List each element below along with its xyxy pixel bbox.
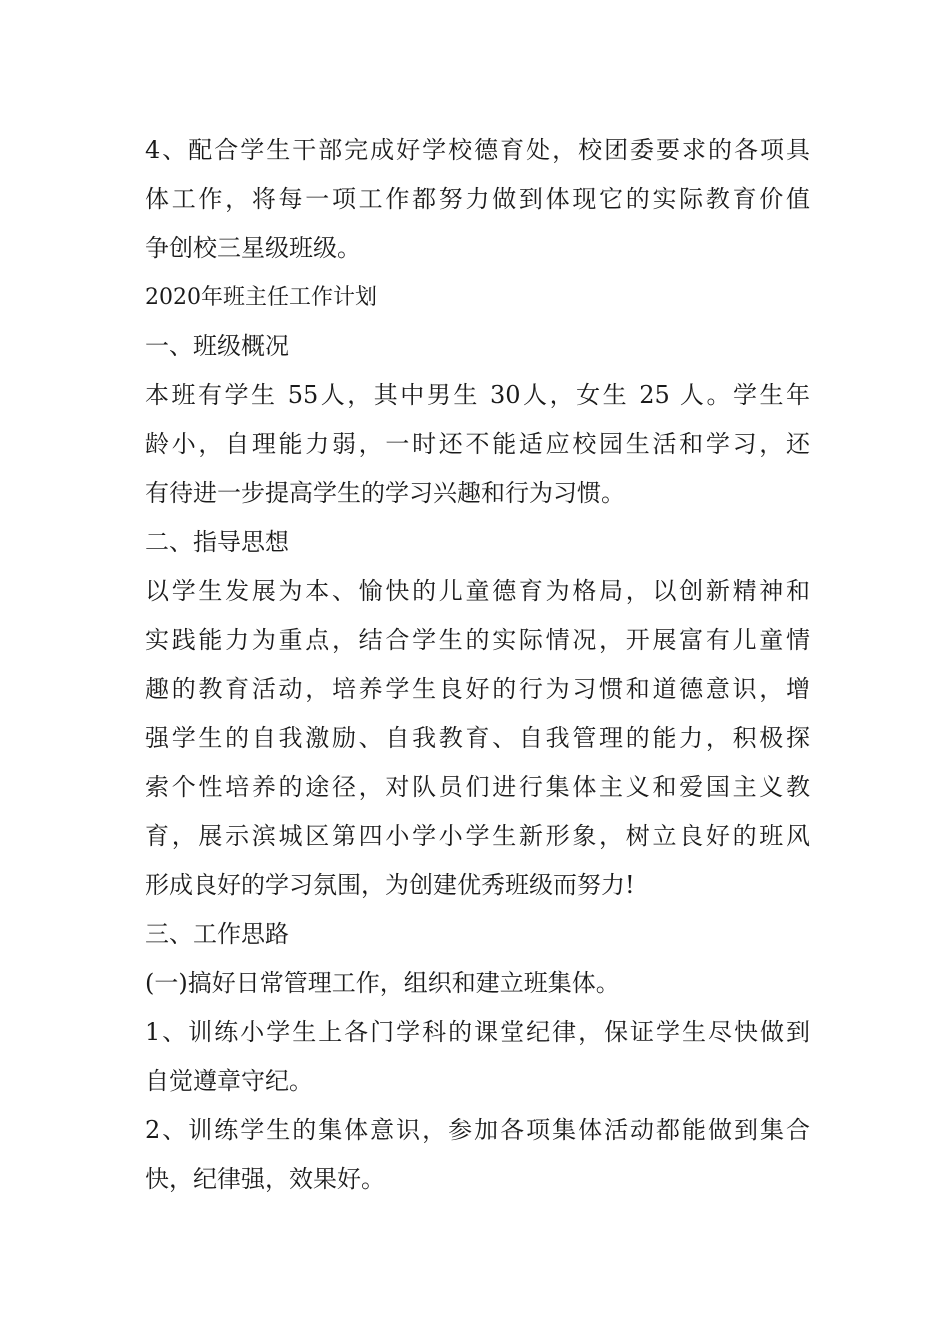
subsection-heading: (一)搞好日常管理工作，组织和建立班集体。 bbox=[145, 969, 620, 997]
paragraph-line: 争创校三星级班级。 bbox=[145, 234, 361, 262]
section-heading: 二、指导思想 bbox=[145, 528, 289, 556]
paragraph-line: 实践能力为重点，结合学生的实际情况，开展富有儿童情 bbox=[145, 626, 810, 654]
paragraph-line: 索个性培养的途径，对队员们进行集体主义和爱国主义教 bbox=[145, 773, 810, 801]
paragraph-line: 以学生发展为本、愉快的儿童德育为格局，以创新精神和 bbox=[145, 577, 810, 605]
paragraph-line: 体工作，将每一项工作都努力做到体现它的实际教育价值 bbox=[145, 185, 810, 213]
section-title: 2020年班主任工作计划 bbox=[145, 285, 377, 310]
paragraph-line: 形成良好的学习氛围，为创建优秀班级而努力! bbox=[145, 871, 635, 899]
paragraph-line: 1、训练小学生上各门学科的课堂纪律，保证学生尽快做到 bbox=[145, 1018, 810, 1046]
paragraph-line: 趣的教育活动，培养学生良好的行为习惯和道德意识，增 bbox=[145, 675, 810, 703]
paragraph-line: 龄小，自理能力弱，一时还不能适应校园生活和学习，还 bbox=[145, 430, 810, 458]
paragraph-line: 育，展示滨城区第四小学小学生新形象，树立良好的班风 bbox=[145, 822, 810, 850]
paragraph-line: 快，纪律强，效果好。 bbox=[145, 1165, 385, 1193]
paragraph-line: 本班有学生 55人，其中男生 30人，女生 25 人。学生年 bbox=[145, 381, 810, 409]
paragraph-line: 有待进一步提高学生的学习兴趣和行为习惯。 bbox=[145, 479, 625, 507]
paragraph-line: 4、配合学生干部完成好学校德育处，校团委要求的各项具 bbox=[145, 136, 810, 164]
paragraph-line: 2、训练学生的集体意识，参加各项集体活动都能做到集合 bbox=[145, 1116, 810, 1144]
paragraph-line: 强学生的自我激励、自我教育、自我管理的能力，积极探 bbox=[145, 724, 810, 752]
document-body bbox=[145, 126, 810, 1204]
section-heading: 一、班级概况 bbox=[145, 332, 289, 360]
section-heading: 三、工作思路 bbox=[145, 920, 289, 948]
paragraph-line: 自觉遵章守纪。 bbox=[145, 1067, 313, 1095]
